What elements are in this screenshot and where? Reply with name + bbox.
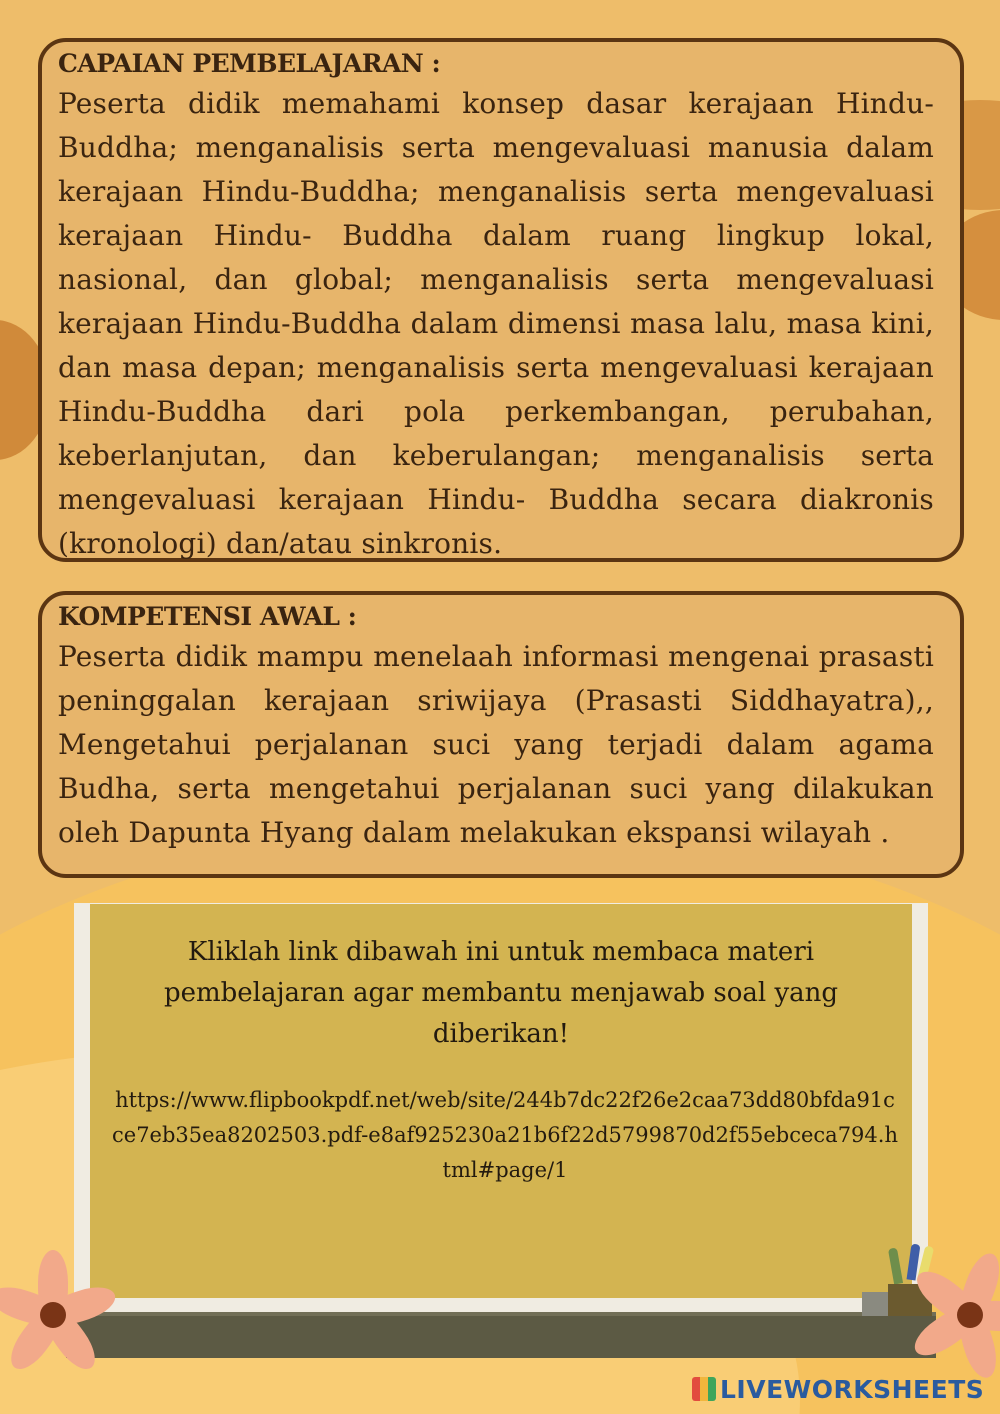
board-instruction: Kliklah link dibawah ini untuk membaca materi pembelajaran agar membantu menjawab soal yang diberikan! xyxy=(163,937,839,1049)
kompetensi-text: Peserta didik mampu menelaah informasi mengenai prasasti peninggalan kerajaan sriwijaya (Prasasti Siddhayatra),, Mengetahui perjalanan suci yang terjadi dalam agama Budha, serta mengetahui perjalanan suci yang dilakukan oleh Dapunta Hyang dalam melakukan ekspansi wilayah . xyxy=(58,640,934,849)
eraser-icon xyxy=(862,1292,890,1316)
flower-icon xyxy=(0,1250,118,1380)
kompetensi-awal-card xyxy=(38,591,964,878)
capaian-pembelajaran-card xyxy=(38,38,964,562)
liveworksheets-logo[interactable] xyxy=(692,1375,984,1405)
liveworksheets-badge-icon xyxy=(692,1377,716,1401)
chalkboard-tray xyxy=(66,1316,936,1358)
brand-text: LIVEWORKSHEETS xyxy=(720,1375,985,1404)
capaian-title: CAPAIAN PEMBELAJARAN : xyxy=(58,49,441,78)
flower-icon xyxy=(905,1250,1000,1380)
chalkboard xyxy=(90,904,912,1298)
material-link[interactable]: https://www.flipbookpdf.net/web/site/244b7dc22f26e2caa73dd80bfda91cce7eb35ea8202503.pdf-e8af925230a21b6f22d5799870d2f55ebceca794.html#page/1 xyxy=(112,1088,898,1182)
kompetensi-title: KOMPETENSI AWAL : xyxy=(58,602,357,631)
capaian-text: Peserta didik memahami konsep dasar kerajaan Hindu-Buddha; menganalisis serta mengevaluasi manusia dalam kerajaan Hindu-Buddha; menganalisis serta mengevaluasi kerajaan Hindu- Buddha dalam ruang lingkup lokal, nasional, dan global; menganalisis serta mengevaluasi kerajaan Hindu-Buddha dalam dimensi masa lalu, masa kini, dan masa depan; menganalisis serta mengevaluasi kerajaan Hindu-Buddha dari pola perkembangan, perubahan, keberlanjutan, dan keberulangan; menganalisis serta mengevaluasi kerajaan Hindu- Buddha secara diakronis (kronologi) dan/atau sinkronis. xyxy=(58,87,934,560)
